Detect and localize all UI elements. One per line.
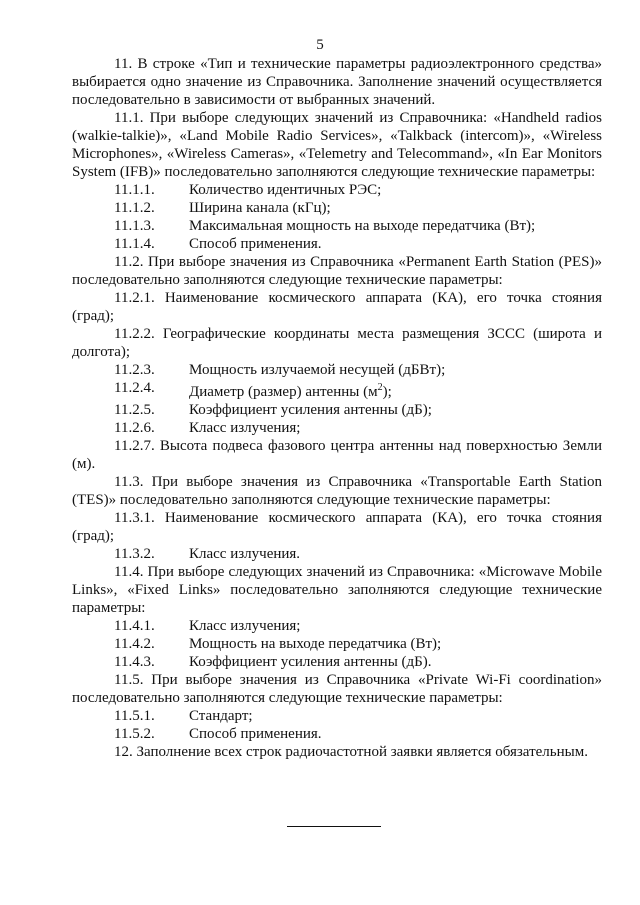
paragraph: 11.3.1. Наименование космического аппарата (КА), его точка стояния (град);: [72, 510, 602, 544]
paragraph: 11.2.2. Географические координаты места размещения ЗССС (широта и долгота);: [72, 326, 602, 360]
item-text-main: Максимальная мощность на выходе передатчика (Вт);: [189, 218, 536, 234]
item-text: [189, 181, 602, 199]
item-number: 11.2.6.: [114, 420, 155, 436]
item-number: 11.3.2.: [114, 546, 155, 562]
end-separator-line: [287, 826, 381, 827]
list-item: [72, 617, 602, 635]
paragraph: 11.3. При выборе значения из Справочника «Transportable Earth Station (TES)» последовательно заполняются следующие технические параметры:: [72, 474, 602, 508]
paragraph: 11. В строке «Тип и технические параметры радиоэлектронного средства» выбирается одно значение из Справочника. Заполнение значений осуществляется последовательно в зависимости от выбранных значений.: [72, 56, 602, 108]
item-number: 11.5.1.: [114, 708, 155, 724]
item-text: [189, 401, 602, 419]
list-item: [72, 725, 602, 743]
item-number: 11.2.3.: [114, 362, 155, 378]
list-item: [72, 361, 602, 379]
item-number: 11.1.1.: [114, 182, 155, 198]
item-text-end: );: [382, 384, 392, 400]
item-number: 11.4.1.: [114, 618, 155, 634]
paragraph: 11.2.7. Высота подвеса фазового центра антенны над поверхностью Земли (м).: [72, 438, 602, 472]
item-text: [189, 653, 602, 671]
item-text-main: Коэффициент усиления антенны (дБ);: [189, 402, 432, 418]
list-item: [72, 235, 602, 253]
item-number: 11.1.2.: [114, 200, 155, 216]
document-body: [72, 55, 602, 761]
item-text-main: Способ применения.: [189, 726, 322, 742]
list-item: [72, 199, 602, 217]
list-item: [72, 653, 602, 671]
item-text-main: Класс излучения.: [189, 546, 301, 562]
paragraph: 11.4. При выборе следующих значений из Справочника: «Microwave Mobile Links», «Fixed Links» последовательно заполняются следующие технические параметры:: [72, 564, 602, 616]
item-text: [189, 217, 602, 235]
list-item: [72, 181, 602, 199]
item-number: 11.2.5.: [114, 402, 155, 418]
item-text-main: Диаметр (размер) антенны (м: [189, 384, 378, 400]
list-item: [72, 707, 602, 725]
item-text: [189, 545, 602, 563]
item-number: 11.4.2.: [114, 636, 155, 652]
item-text: [189, 635, 602, 653]
item-text: [189, 361, 602, 379]
item-text-main: Коэффициент усиления антенны (дБ).: [189, 654, 432, 670]
item-text-main: Мощность на выходе передатчика (Вт);: [189, 636, 442, 652]
list-item: [72, 635, 602, 653]
item-text: [189, 725, 602, 743]
item-text: [189, 199, 602, 217]
paragraph: 11.2.1. Наименование космического аппарата (КА), его точка стояния (град);: [72, 290, 602, 324]
list-item: [72, 419, 602, 437]
item-text: [189, 379, 602, 401]
list-item: [72, 379, 602, 401]
item-text-main: Мощность излучаемой несущей (дБВт);: [189, 362, 446, 378]
item-number: 11.1.3.: [114, 218, 155, 234]
item-text: [189, 419, 602, 437]
item-text: [189, 617, 602, 635]
paragraph: 11.2. При выборе значения из Справочника «Permanent Earth Station (PES)» последовательно заполняются следующие технические параметры:: [72, 254, 602, 288]
item-number: 11.1.4.: [114, 236, 155, 252]
item-text-main: Класс излучения;: [189, 420, 301, 436]
item-text: [189, 707, 602, 725]
superscript: 2: [377, 382, 383, 393]
item-text-main: Ширина канала (кГц);: [189, 200, 331, 216]
paragraph: 11.1. При выборе следующих значений из Справочника: «Handheld radios (walkie-talkie)», «Land Mobile Radio Services», «Talkback (intercom)», «Wireless Microphones», «Wireless Cameras», «Telemetry and Telecommand», «In Ear Monitors System (IFB)» последовательно заполняются следующие технические параметры:: [72, 110, 602, 180]
item-text-main: Класс излучения;: [189, 618, 301, 634]
paragraph: 12. Заполнение всех строк радиочастотной заявки является обязательным.: [114, 744, 588, 760]
page-number: 5: [316, 37, 324, 53]
item-number: 11.2.4.: [114, 380, 155, 396]
item-number: 11.5.2.: [114, 726, 155, 742]
list-item: [72, 545, 602, 563]
item-text-main: Способ применения.: [189, 236, 322, 252]
list-item: [72, 401, 602, 419]
item-text: [189, 235, 602, 253]
item-number: 11.4.3.: [114, 654, 155, 670]
list-item: [72, 217, 602, 235]
item-text-main: Стандарт;: [189, 708, 253, 724]
paragraph: 11.5. При выборе значения из Справочника «Private Wi-Fi coordination» последовательно заполняются следующие технические параметры:: [72, 672, 602, 706]
item-text-main: Количество идентичных РЭС;: [189, 182, 382, 198]
